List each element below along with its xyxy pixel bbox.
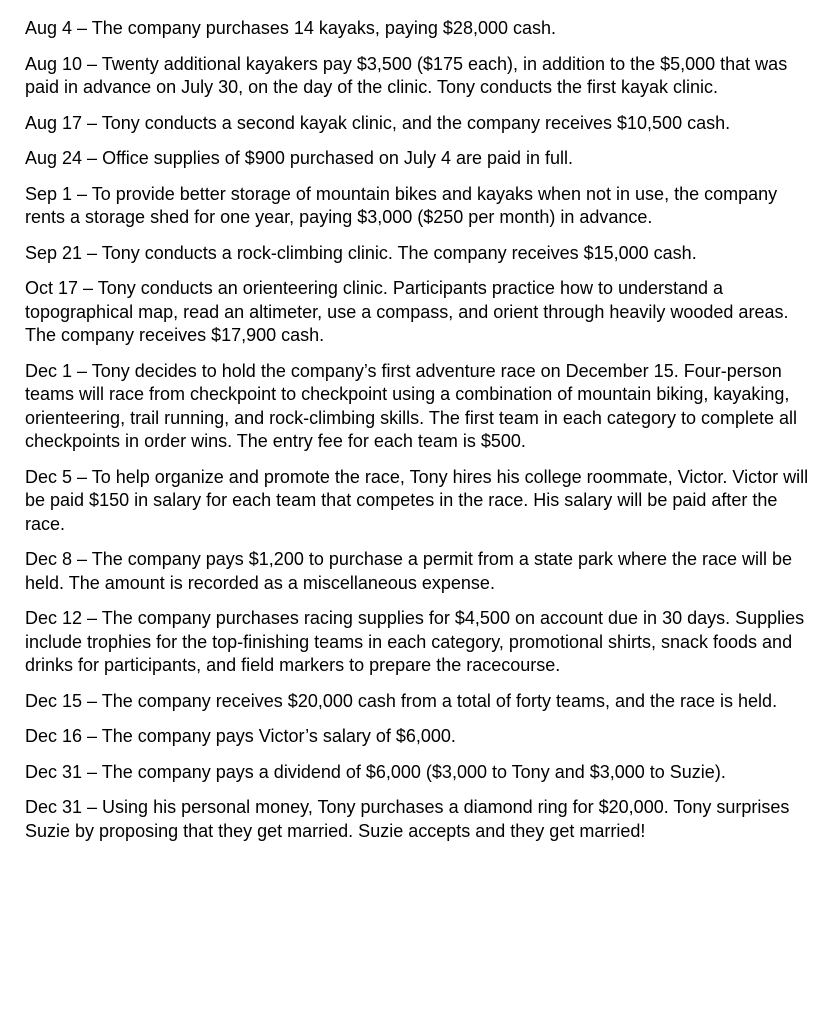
transaction-list xyxy=(25,17,815,855)
entry-dec-31-dividend: Dec 31 – The company pays a dividend of $6,000 ($3,000 to Tony and $3,000 to Suzie). xyxy=(25,761,726,782)
entry-aug-4: Aug 4 – The company purchases 14 kayaks, paying $28,000 cash. xyxy=(25,18,557,38)
entry-dec-5: Dec 5 – To help organize and promote the race, Tony hires his college roommate, Victor. Victor will be paid $150 in salary for each team that competes in the race. His salary will be paid after the race. xyxy=(25,466,809,534)
entry-dec-31-ring: Dec 31 – Using his personal money, Tony purchases a diamond ring for $20,000. Tony surprises Suzie by proposing that they get married. Suzie accepts and they get married! xyxy=(25,797,790,841)
entry-dec-1: Dec 1 – Tony decides to hold the company’s first adventure race on December 15. Four-person teams will race from checkpoint to checkpoint using a combination of mountain biking, kayaking, orienteering, trail running, and rock-climbing skills. The first team in each category to complete all checkpoints in order wins. The entry fee for each team is $500. xyxy=(25,360,798,451)
entry-sep-21: Sep 21 – Tony conducts a rock-climbing clinic. The company receives $15,000 cash. xyxy=(25,242,697,263)
entry-sep-1: Sep 1 – To provide better storage of mountain bikes and kayaks when not in use, the company rents a storage shed for one year, paying $3,000 ($250 per month) in advance. xyxy=(25,183,778,227)
entry-oct-17: Oct 17 – Tony conducts an orienteering clinic. Participants practice how to understand a topographical map, read an altimeter, use a compass, and orient through heavily wooded areas. The company receives $17,900 cash. xyxy=(25,278,789,345)
entry-aug-24: Aug 24 – Office supplies of $900 purchased on July 4 are paid in full. xyxy=(25,148,574,168)
entry-dec-15: Dec 15 – The company receives $20,000 cash from a total of forty teams, and the race is held. xyxy=(25,690,778,711)
entry-aug-17: Aug 17 – Tony conducts a second kayak clinic, and the company receives $10,500 cash. xyxy=(25,112,731,133)
entry-aug-10: Aug 10 – Twenty additional kayakers pay $3,500 ($175 each), in addition to the $5,000 that was paid in advance on July 30, on the day of the clinic. Tony conducts the first kayak clinic. xyxy=(25,53,788,97)
entry-dec-16: Dec 16 – The company pays Victor’s salary of $6,000. xyxy=(25,726,456,746)
entry-dec-8: Dec 8 – The company pays $1,200 to purchase a permit from a state park where the race will be held. The amount is recorded as a miscellaneous expense. xyxy=(25,549,793,593)
entry-dec-12: Dec 12 – The company purchases racing supplies for $4,500 on account due in 30 days. Supplies include trophies for the top-finishing teams in each category, promotional shirts, snack foods and drinks for participants, and field markers to prepare the racecourse. xyxy=(25,608,805,675)
